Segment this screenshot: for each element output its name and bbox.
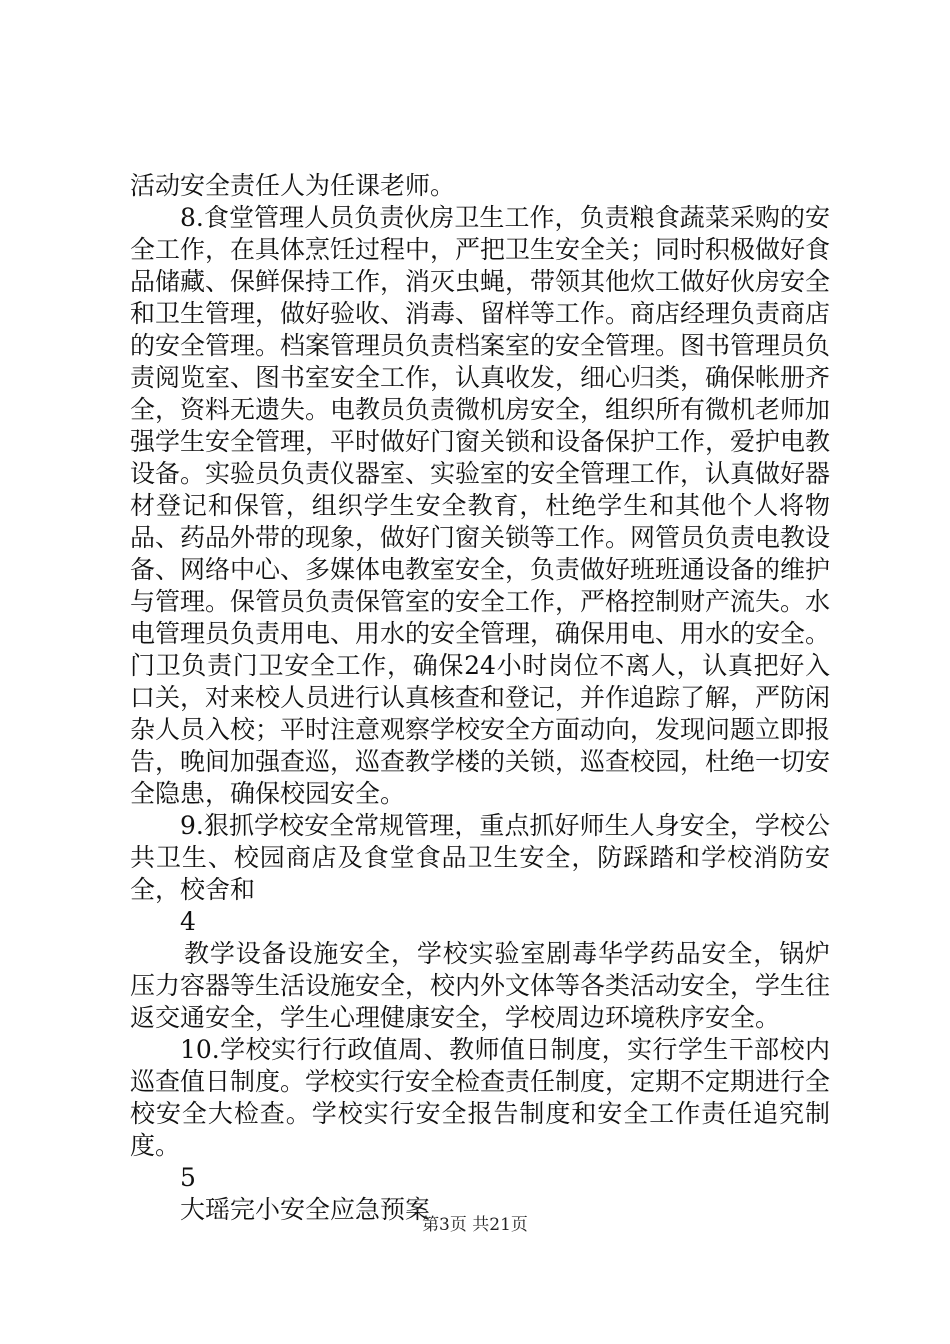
inline-page-number: 5 — [180, 1163, 196, 1192]
section-heading: 大瑶完小安全应急预案 — [180, 1195, 431, 1224]
paragraph-continuation: 活动安全责任人为任课老师。 — [130, 171, 456, 200]
document-body — [130, 170, 830, 1226]
page-footer: 第3页 共21页 — [422, 1215, 528, 1235]
paragraph-item-10: 10.学校实行行政值周、教师值日制度，实行学生干部校内巡查值日制度。学校实行安全检查责任制度，定期不定期进行全校安全大检查。学校实行安全报告制度和安全工作责任追究制度。 — [130, 1035, 831, 1160]
paragraph-item-8: 8.食堂管理人员负责伙房卫生工作，负责粮食蔬菜采购的安全工作，在具体烹饪过程中，严把卫生安全关；同时积极做好食品储藏、保鲜保持工作，消灭虫蝇，带领其他炊工做好伙房安全和卫生管理，做好验收、消毒、留样等工作。商店经理负责商店的安全管理。档案管理员负责档案室的安全管理。图书管理员负责阅览室、图书室安全工作，认真收发，细心归类，确保帐册齐全，资料无遗失。电教员负责微机房安全，组织所有微机老师加强学生安全管理，平时做好门窗关锁和设备保护工作，爱护电教设备。实验员负责仪器室、实验室的安全管理工作，认真做好器材登记和保管，组织学生安全教育，杜绝学生和其他个人将物品、药品外带的现象，做好门窗关锁等工作。网管员负责电教设备、网络中心、多媒体电教室安全，负责做好班班通设备的维护与管理。保管员负责保管室的安全工作，严格控制财产流失。水电管理员负责用电、用水的安全管理，确保用电、用水的安全。门卫负责门卫安全工作，确保24小时岗位不离人，认真把好入口关，对来校人员进行认真核查和登记，并作追踪了解，严防闲杂人员入校；平时注意观察学校安全方面动向，发现问题立即报告，晚间加强查巡，巡查教学楼的关锁，巡查校园，杜绝一切安全隐患，确保校园安全。 — [130, 203, 831, 808]
inline-page-number: 4 — [180, 907, 196, 936]
paragraph-item-9-continued: 教学设备设施安全，学校实验室剧毒华学药品安全，锅炉压力容器等生活设施安全，校内外文体等各类活动安全，学生往返交通安全，学生心理健康安全，学校周边环境秩序安全。 — [130, 939, 831, 1032]
paragraph-item-9: 9.狠抓学校安全常规管理，重点抓好师生人身安全，学校公共卫生、校园商店及食堂食品卫生安全，防踩踏和学校消防安全，校舍和 — [130, 811, 830, 904]
